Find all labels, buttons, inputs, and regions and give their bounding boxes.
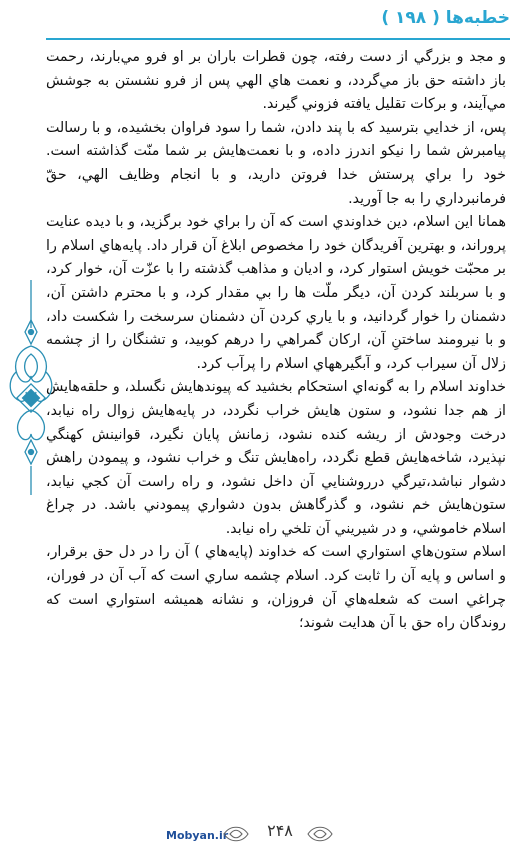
paragraph: اسلام ستون‌هاي استواري است كه خداوند (پايه‌هاي ) آن را در دل حق برقرار، و اساس و پايه آن را ثابت كرد. اسلام چشمه ساري است كه آب آن در فوران، چراغي است كه شعله‌هاي آن فروزان، و نشانه هميشه استواري است كه روندگان راه حق با آن هدايت شوند؛ bbox=[46, 544, 506, 632]
page-footer bbox=[0, 819, 520, 849]
paragraph: و مجد و بزرگي از دست رفته، چون قطرات باران بر او فرو مي‌بارند، رحمت باز داشته حق باز مي‌گردد، و نعمت هاي الهي پس از فرو نشستن به جوشش مي‌آيند، و بركات تقليل يافته فزوني گيرند. bbox=[46, 49, 506, 113]
chapter-title: خطبه‌ها ( ۱۹۸ ) bbox=[381, 8, 510, 28]
paragraph: خداوند اسلام را به گونه‌اي استحكام بخشيد كه پيوندهايش نگسلد، و حلقه‌هايش از هم جدا نشود، و ستون هايش خراب نگردد، در پايه‌هايش زوال راه نيابد، درخت وجودش از ريشه كنده نشود، زمانش پايان نگيرد، قوانينش كهنگي نپذيرد، شاخه‌هايش قطع نگردد، راه‌هايش تنگ و خراب نشود، و پيمودن راهش دشوار نباشد،تيرگي درروشنايي آن داخل نشود، و راه راست آن كجي نيابد، ستون‌هايش خم نشود، و گذرگاهش بدون دشواري پيمودني باشد. در چراغ اسلام خاموشي، و در شيريني آن تلخي راه نيابد. bbox=[46, 379, 506, 537]
paragraph: همانا اين اسلام، دين خداوندي است كه آن را براي خود برگزيد، و با ديده عنايت پروراند، و بهترين آفريدگان خود را مخصوص ابلاغ آن قرار داد. پايه‌هاي اسلام را بر محبّت خويش استوار كرد، و اديان و مذاهب گذشته را با عزّت آن، خوار كرد، و با سربلند كردن آن، ديگر ملّت ها را بي مقدار كرد، و با محترم داشتن آن، دشمنان را خوار گردانيد، و با ياري كردن آن دشمنان سرسخت را شكست داد، و با نيرومند ساختنِ آن، اركان گمراهي را درهم كوبيد، و تشنگان را از چشمه زلال آن سيراب كرد، و آبگيرههاي اسلام را پرآب كرد. bbox=[46, 214, 506, 372]
page-number: ۲۴۸ bbox=[267, 821, 293, 840]
page-header bbox=[46, 6, 510, 36]
paragraph: پس، از خدايي بترسيد كه با پند دادن، شما را سود فراوان بخشيده، و با رسالت پيامبرش شما را نيكو اندرز داده، و با نعمت‌هايش بر شما منّت گذاشته است. خود را براي پرستش خدا فروتن داريد، و با انجام وظايف الهي، حقّ فرمانبرداري را به جا آوريد. bbox=[46, 119, 506, 207]
header-divider bbox=[46, 38, 510, 40]
footer-ornament-right-icon bbox=[306, 823, 334, 845]
site-brand: Mobyan.ir bbox=[166, 829, 229, 842]
main-text bbox=[46, 46, 506, 636]
margin-ornament-icon bbox=[6, 280, 56, 495]
footer-ornament-left-icon bbox=[222, 823, 250, 845]
